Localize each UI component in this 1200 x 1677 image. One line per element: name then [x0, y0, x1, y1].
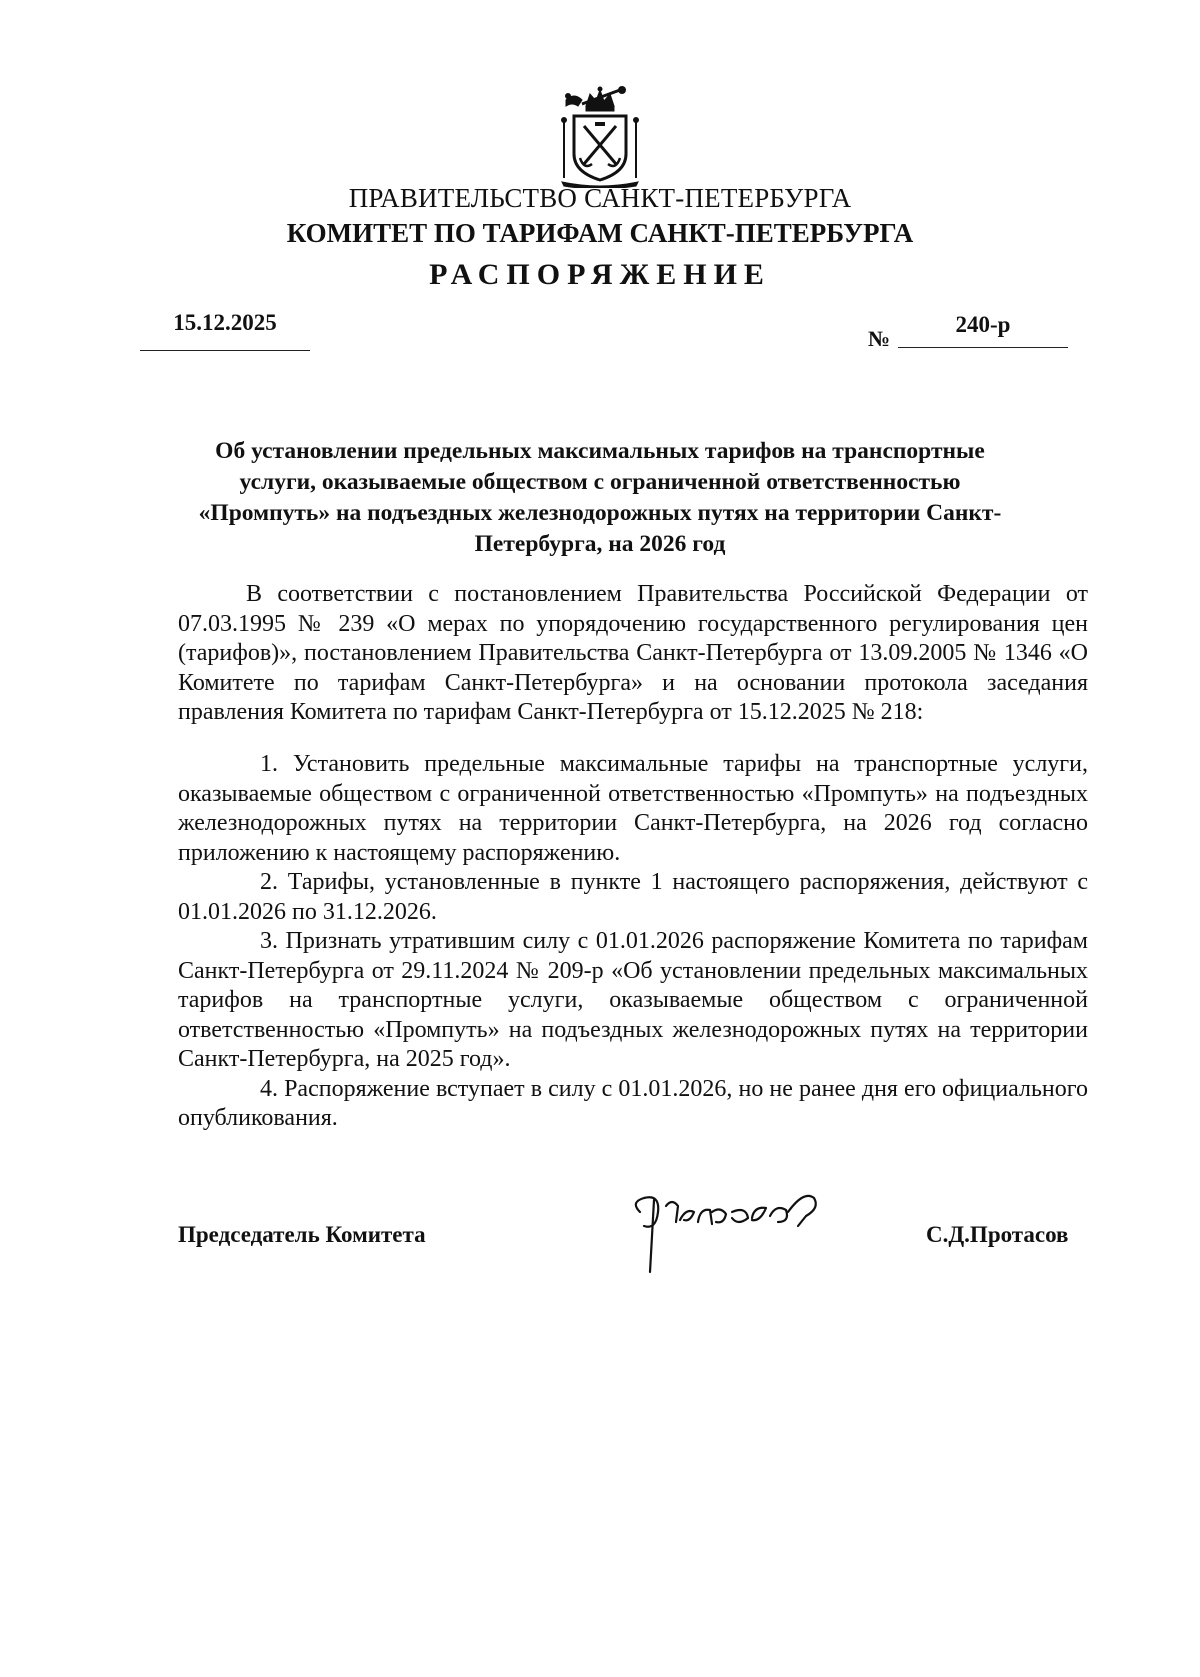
- document-subject: Об установлении предельных максимальных тарифов на транспортные услуги, оказываемые обществом с ограниченной ответственностью «Промпуть» на подъездных железнодорожных путях на территории Санкт-Петербурга, на 2026 год: [198, 438, 1002, 557]
- signer-title: Председатель Комитета: [178, 1222, 426, 1247]
- order-item: 1. Установить предельные максимальные тарифы на транспортные услуги, оказываемые обществом с ограниченной ответственностью «Промпуть» на подъездных железнодорожных путях на территории Санкт-Петербурга, на 2026 год согласно приложению к настоящему распоряжению.: [178, 751, 1088, 866]
- order-items-list: [178, 750, 1088, 1134]
- document-date-field: [140, 310, 310, 351]
- order-item: 2. Тарифы, установленные в пункте 1 настоящего распоряжения, действуют с 01.01.2026 по 31.12.2026.: [178, 869, 1088, 925]
- document-number-field: [868, 312, 1068, 352]
- number-underline: [898, 347, 1068, 348]
- preamble-paragraph: В соответствии с постановлением Правительства Российской Федерации от 07.03.1995 № 239 «О мерах по упорядочению государственного регулирования цен (тарифов)», постановлением Правительства Санкт-Петербурга от 13.09.2005 № 1346 «О Комитете по тарифам Санкт-Петербурга» и на основании протокола заседания правления Комитета по тарифам Санкт-Петербурга от 15.12.2025 № 218:: [178, 581, 1088, 725]
- committee-title: КОМИТЕТ ПО ТАРИФАМ САНКТ-ПЕТЕРБУРГА: [286, 218, 914, 248]
- number-sign: №: [868, 326, 891, 351]
- order-item: 3. Признать утратившим силу с 01.01.2026 распоряжение Комитета по тарифам Санкт-Петербурга от 29.11.2024 № 209-р «Об установлении предельных максимальных тарифов на транспортные услуги, оказываемые обществом с ограниченной ответственностью «Промпуть» на подъездных железнодорожных путях на территории Санкт-Петербурга, на 2025 год».: [178, 928, 1088, 1072]
- signer-name: С.Д.Протасов: [926, 1222, 1069, 1247]
- document-type-title: РАСПОРЯЖЕНИЕ: [429, 258, 771, 291]
- document-date: 15.12.2025: [173, 310, 277, 335]
- government-title: ПРАВИТЕЛЬСТВО САНКТ-ПЕТЕРБУРГА: [348, 183, 852, 213]
- order-item: 4. Распоряжение вступает в силу с 01.01.2026, но не ранее дня его официального опубликования.: [178, 1075, 1088, 1131]
- document-number: 240-р: [955, 312, 1011, 337]
- coat-of-arms-icon: [552, 86, 648, 188]
- handwritten-signature: [620, 1182, 840, 1282]
